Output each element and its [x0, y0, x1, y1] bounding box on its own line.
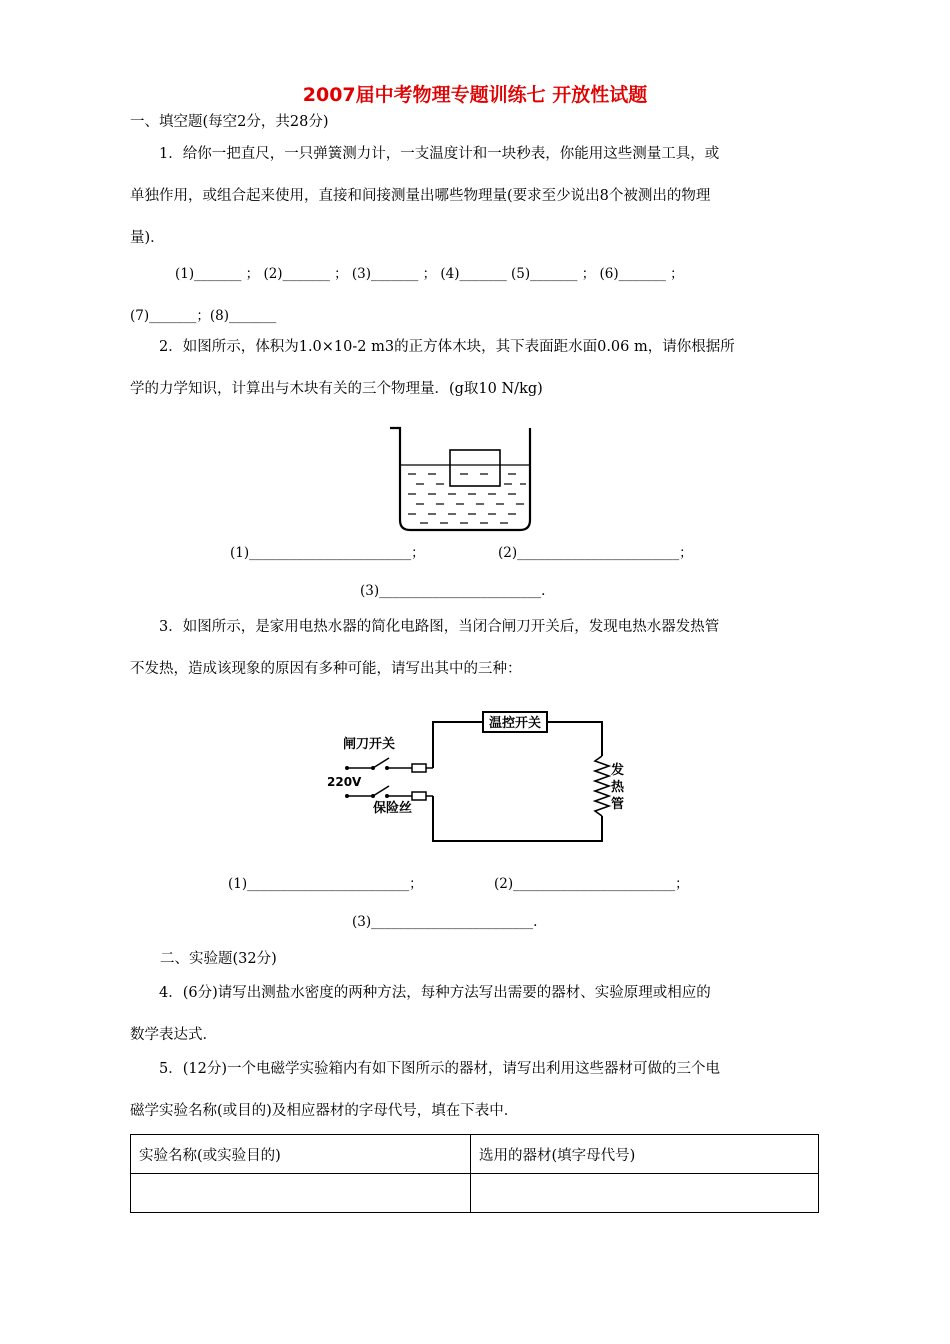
heater-coil	[595, 756, 609, 816]
wire-top-right	[547, 722, 602, 756]
question-4	[130, 972, 820, 1056]
question-1-blanks-row-2: (7)_______；(8)_______	[130, 308, 277, 324]
wooden-block	[450, 450, 500, 486]
question-2-line-2: 学的力学知识，计算出与木块有关的三个物理量．(g取10 N/kg)	[130, 381, 543, 397]
question-4-line-1: 4．(6分)请写出测盐水密度的两种方法，每种方法写出需要的器材、实验原理或相应的	[159, 985, 711, 1001]
fuse-lower	[412, 792, 426, 800]
heater-label-char-2: 热	[611, 780, 625, 795]
question-2	[130, 326, 820, 410]
question-1-line-2: 单独作用，或组合起来使用，直接和间接测量出哪些物理量(要求至少说出8个被测出的物理	[130, 188, 711, 204]
circuit-diagram	[325, 700, 625, 850]
fuse-upper	[412, 764, 426, 772]
section-heading-experiment: 二、实验题(32分)	[160, 951, 277, 967]
water-hatching	[408, 474, 526, 523]
table-cell-empty[interactable]	[471, 1174, 819, 1213]
wire-bottom	[433, 796, 602, 841]
question-1-line-3: 量)．	[130, 230, 165, 246]
question-2-blank-3: (3)________________________.	[360, 583, 546, 599]
knife-switch-label: 闸刀开关	[343, 737, 396, 752]
question-2-blank-2: (2)________________________；	[498, 545, 693, 561]
question-3-line-1: 3．如图所示，是家用电热水器的简化电路图，当闭合闸刀开关后，发现电热水器发热管	[159, 619, 720, 635]
question-5	[130, 1048, 820, 1132]
question-5-line-2: 磁学实验名称(或目的)及相应器材的字母代号，填在下表中．	[130, 1103, 519, 1119]
table-header-experiment: 实验名称(或实验目的)	[131, 1135, 471, 1174]
question-3-blank-1: (1)________________________；	[228, 876, 423, 892]
heater-label-char-1: 发	[611, 763, 625, 778]
fuse-label: 保险丝	[373, 801, 413, 816]
beaker-figure	[380, 420, 550, 535]
question-5-line-1: 5．(12分)一个电磁学实验箱内有如下图所示的器材，请写出利用这些器材可做的三个电	[159, 1061, 720, 1077]
question-1-blanks-row-1: (1)_______ ； (2)_______ ； (3)_______ ； (4)_______ (5)_______ ； (6)_______ ；	[175, 266, 684, 282]
question-3-line-2: 不发热，造成该现象的原因有多种可能，请写出其中的三种：	[130, 661, 522, 677]
table-header-equipment: 选用的器材(填字母代号)	[471, 1135, 819, 1174]
question-3-blank-3: (3)________________________.	[352, 914, 538, 930]
question-1-line-1: 1．给你一把直尺，一只弹簧测力计，一支温度计和一块秒表，你能用这些测量工具，或	[159, 146, 720, 162]
table-cell-empty[interactable]	[131, 1174, 471, 1213]
page-title: 2007届中考物理专题训练七 开放性试题	[302, 84, 648, 106]
section-heading-fill-in: 一、填空题(每空2分，共28分)	[130, 114, 329, 130]
question-3	[130, 606, 820, 690]
question-2-line-1: 2．如图所示，体积为1.0×10-2 m3的正方体木块，其下表面距水面0.06 m，请你根据所	[159, 339, 735, 355]
question-2-blank-1: (1)________________________；	[230, 545, 425, 561]
heater-label-char-3: 管	[611, 797, 625, 812]
voltage-label: 220V	[327, 775, 362, 789]
question-1	[130, 133, 820, 259]
wire-top-left	[433, 722, 483, 768]
table-row	[131, 1174, 819, 1213]
table-header-row	[131, 1135, 819, 1174]
question-4-line-2: 数学表达式．	[130, 1027, 217, 1043]
question-3-blank-2: (2)________________________；	[494, 876, 689, 892]
thermostat-label: 温控开关	[488, 716, 542, 731]
beaker-outline	[390, 428, 530, 530]
answer-table	[130, 1134, 819, 1213]
